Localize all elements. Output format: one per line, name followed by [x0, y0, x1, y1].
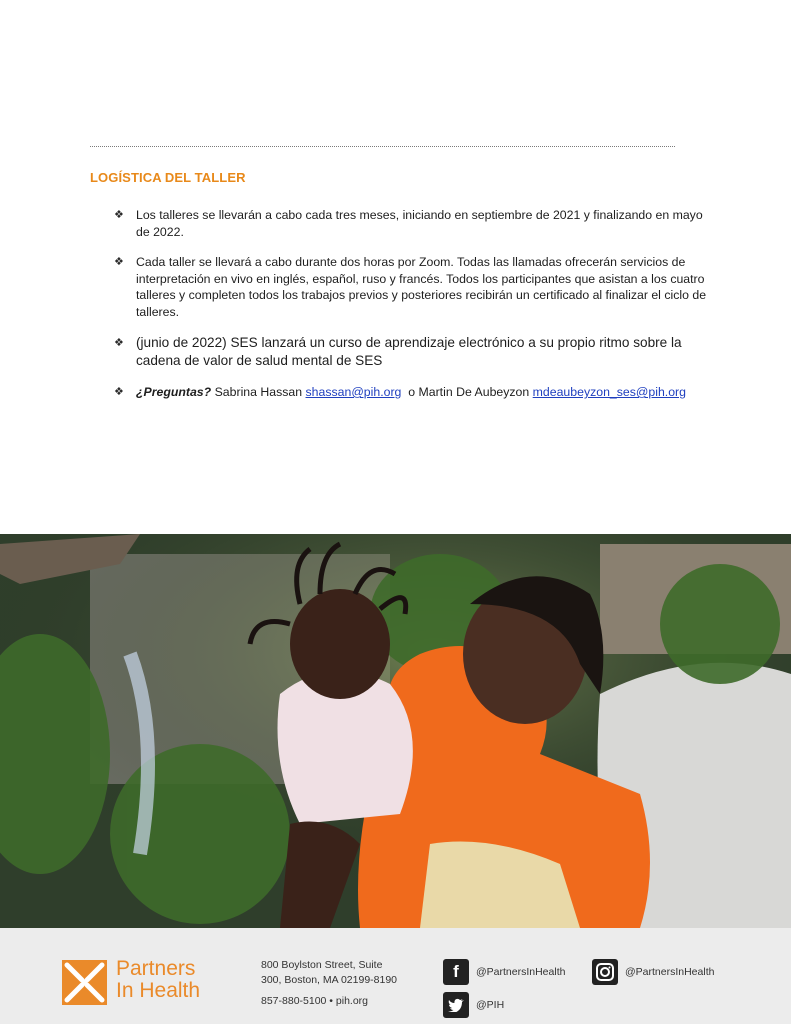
instagram-handle[interactable]: [592, 959, 714, 985]
hero-photo: [0, 534, 791, 928]
contact-2-email-link[interactable]: mdeaubeyzon_ses@pih.org: [532, 385, 686, 399]
list-item-text: (junio de 2022) SES lanzará un curso de aprendizaje electrónico a su propio ritmo sobre la cadena de valor de salud mental de SES: [136, 335, 682, 368]
list-item-text: Cada taller se llevará a cabo durante dos horas por Zoom. Todas las llamadas ofrecerán servicios de interpretación en vivo en inglés, español, ruso y francés. Todos los participantes que asistan a los cuatro talleres y completen todos los trabajos previos y posteriores recibirán un certificado al finalizar el ciclo de talleres.: [136, 255, 707, 319]
twitter-label: @PIH: [476, 999, 505, 1011]
logistics-list: [114, 207, 714, 415]
address-line-1: 800 Boylston Street, Suite: [261, 959, 383, 971]
list-item-questions: [114, 384, 714, 401]
twitter-icon: [443, 992, 469, 1018]
list-item: [114, 334, 714, 370]
contact-1-email-link[interactable]: shassan@pih.org: [305, 385, 402, 399]
address-line-2: 300, Boston, MA 02199-8190: [261, 973, 398, 986]
section-title: LOGÍSTICA DEL TALLER: [90, 170, 246, 185]
photo-illustration: [0, 534, 791, 928]
diamond-bullet-icon: ❖: [114, 337, 124, 349]
list-item: [114, 207, 714, 240]
facebook-handle[interactable]: [443, 959, 565, 985]
logo-line-1: Partners: [116, 957, 196, 980]
logo-line-2: In Health: [116, 979, 201, 1002]
instagram-label: @PartnersInHealth: [625, 966, 715, 978]
twitter-handle[interactable]: [443, 992, 504, 1018]
list-item: [114, 254, 714, 320]
facebook-icon: f: [443, 959, 469, 985]
pih-logo-text: [116, 958, 200, 1002]
facebook-label: @PartnersInHealth: [476, 966, 566, 978]
dotted-divider: [90, 146, 675, 147]
footer-address: [261, 958, 397, 1009]
list-item-text: Los talleres se llevarán a cabo cada tres meses, iniciando en septiembre de 2021 y finalizando en mayo de 2022.: [136, 208, 703, 239]
diamond-bullet-icon: ❖: [114, 209, 124, 221]
diamond-bullet-icon: ❖: [114, 256, 124, 268]
phone-web: 857-880-5100 • pih.org: [261, 995, 369, 1007]
contact-separator: o Martin De Aubeyzon: [408, 385, 530, 399]
questions-label: ¿Preguntas?: [136, 385, 212, 399]
pih-logo-icon: [62, 960, 107, 1005]
instagram-icon: [592, 959, 618, 985]
contact-1-name: Sabrina Hassan: [214, 385, 303, 399]
diamond-bullet-icon: ❖: [114, 386, 124, 398]
